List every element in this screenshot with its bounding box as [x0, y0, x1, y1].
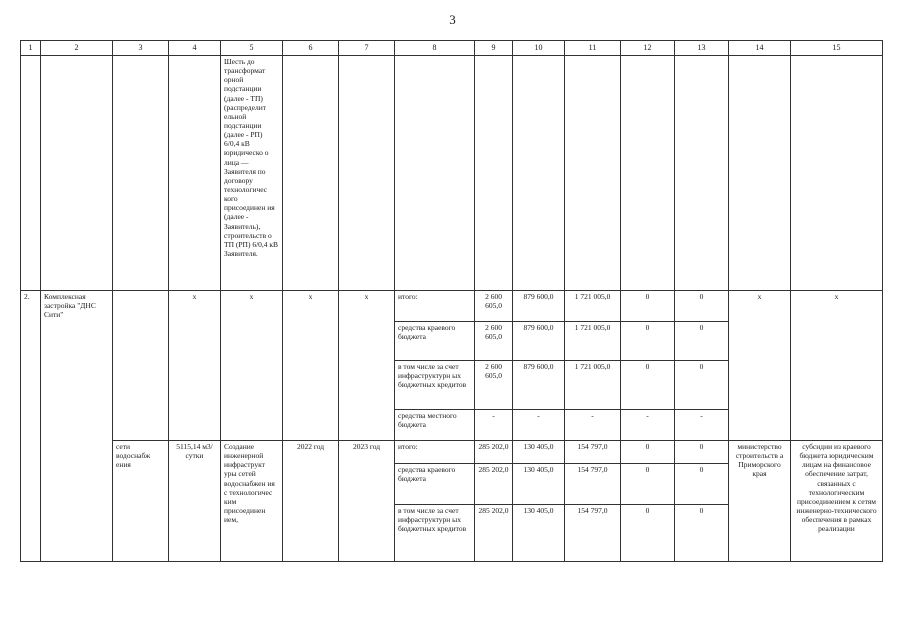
column-header: 1: [21, 41, 41, 56]
table-cell: x: [283, 291, 339, 441]
table-cell: [395, 56, 475, 291]
funding-source: итого:: [395, 291, 475, 322]
facility-capacity: 5115,14 м3/сутки: [169, 441, 221, 562]
table-row: [21, 291, 883, 322]
table-cell: [729, 56, 791, 291]
table-cell: [113, 56, 169, 291]
table-cell: [41, 56, 113, 291]
table-cell: [675, 56, 729, 291]
column-header: 3: [113, 41, 169, 56]
amount-total: -: [475, 410, 513, 441]
table-cell: [565, 56, 621, 291]
column-header: 14: [729, 41, 791, 56]
table-cell: [113, 291, 169, 441]
column-header: 9: [475, 41, 513, 56]
amount-total: 2 600 605,0: [475, 361, 513, 410]
column-header: 7: [339, 41, 395, 56]
amount-2022: 130 405,0: [513, 441, 565, 464]
table-cell: [283, 56, 339, 291]
amount-2025: 0: [675, 361, 729, 410]
end-year: 2023 год: [339, 441, 395, 562]
amount-2024: 0: [621, 361, 675, 410]
facility-type: сети водоснабж ения: [113, 441, 169, 562]
amount-2025: 0: [675, 322, 729, 361]
column-header: 2: [41, 41, 113, 56]
funding-source: в том числе за счет инфраструктурн ых бюджетных кредитов: [395, 361, 475, 410]
amount-2024: 0: [621, 464, 675, 505]
column-header: 15: [791, 41, 883, 56]
start-year: 2022 год: [283, 441, 339, 562]
amount-2024: -: [621, 410, 675, 441]
continuation-row: [21, 56, 883, 291]
column-number-row: [21, 41, 883, 56]
column-header: 11: [565, 41, 621, 56]
measure-description: Шесть до трансформат орной подстанции (далее - ТП) (распределит ельной подстанции (далее - РП) 6/0,4 кВ юридическо о лица — Заявителя по договору технологичес кого присоединен ия (далее - Заявитель), строительств о ТП (РП) 6/0,4 кВ Заявителя.: [221, 56, 283, 291]
amount-2024: 0: [621, 322, 675, 361]
amount-2022: 879 600,0: [513, 361, 565, 410]
table-cell: x: [729, 291, 791, 441]
amount-2022: 130 405,0: [513, 505, 565, 562]
amount-2025: 0: [675, 441, 729, 464]
column-header: 4: [169, 41, 221, 56]
amount-2024: 0: [621, 441, 675, 464]
funding-source: средства краевого бюджета: [395, 464, 475, 505]
table-cell: x: [221, 291, 283, 441]
table-cell: [169, 56, 221, 291]
amount-total: 2 600 605,0: [475, 322, 513, 361]
amount-total: 285 202,0: [475, 505, 513, 562]
table-cell: [339, 56, 395, 291]
amount-2023: 154 797,0: [565, 505, 621, 562]
table-cell: [475, 56, 513, 291]
amount-2023: 154 797,0: [565, 441, 621, 464]
amount-2023: -: [565, 410, 621, 441]
amount-2023: 1 721 005,0: [565, 322, 621, 361]
table-cell: x: [169, 291, 221, 441]
amount-2023: 1 721 005,0: [565, 361, 621, 410]
amount-2022: -: [513, 410, 565, 441]
amount-2022: 879 600,0: [513, 291, 565, 322]
amount-total: 285 202,0: [475, 441, 513, 464]
amount-2022: 130 405,0: [513, 464, 565, 505]
funding-source: в том числе за счет инфраструктурн ых бюджетных кредитов: [395, 505, 475, 562]
amount-2023: 1 721 005,0: [565, 291, 621, 322]
item-name: Комплексная застройка "ДНС Сити": [41, 291, 113, 562]
table-row: [21, 441, 883, 464]
amount-2025: 0: [675, 464, 729, 505]
amount-2022: 879 600,0: [513, 322, 565, 361]
page-number: 3: [449, 12, 456, 27]
column-header: 13: [675, 41, 729, 56]
amount-2024: 0: [621, 505, 675, 562]
column-header: 10: [513, 41, 565, 56]
amount-2025: -: [675, 410, 729, 441]
funding-source: итого:: [395, 441, 475, 464]
table-cell: [621, 56, 675, 291]
amount-total: 2 600 605,0: [475, 291, 513, 322]
column-header: 5: [221, 41, 283, 56]
table-cell: [513, 56, 565, 291]
funding-source: средства краевого бюджета: [395, 322, 475, 361]
amount-total: 285 202,0: [475, 464, 513, 505]
amount-2024: 0: [621, 291, 675, 322]
column-header: 6: [283, 41, 339, 56]
funding-mechanism: субсидии из краевого бюджета юридическим лицам на финансовое обеспечение затрат, связанных с технологическим присоединением к сетям инженерно-технического обеспечения в рамках реализации: [791, 441, 883, 562]
table-cell: [21, 56, 41, 291]
column-header: 8: [395, 41, 475, 56]
funding-source: средства местного бюджета: [395, 410, 475, 441]
amount-2023: 154 797,0: [565, 464, 621, 505]
item-number: 2.: [21, 291, 41, 562]
amount-2025: 0: [675, 505, 729, 562]
table-cell: x: [791, 291, 883, 441]
measure-description: Создание инженерной инфраструкт уры сетей водоснабжен ия с технологичес ким присоединен ием,: [221, 441, 283, 562]
funding-table: [20, 40, 883, 562]
amount-2025: 0: [675, 291, 729, 322]
table-cell: x: [339, 291, 395, 441]
column-header: 12: [621, 41, 675, 56]
table-cell: [791, 56, 883, 291]
responsible-body: министерство строительств а Приморского края: [729, 441, 791, 562]
